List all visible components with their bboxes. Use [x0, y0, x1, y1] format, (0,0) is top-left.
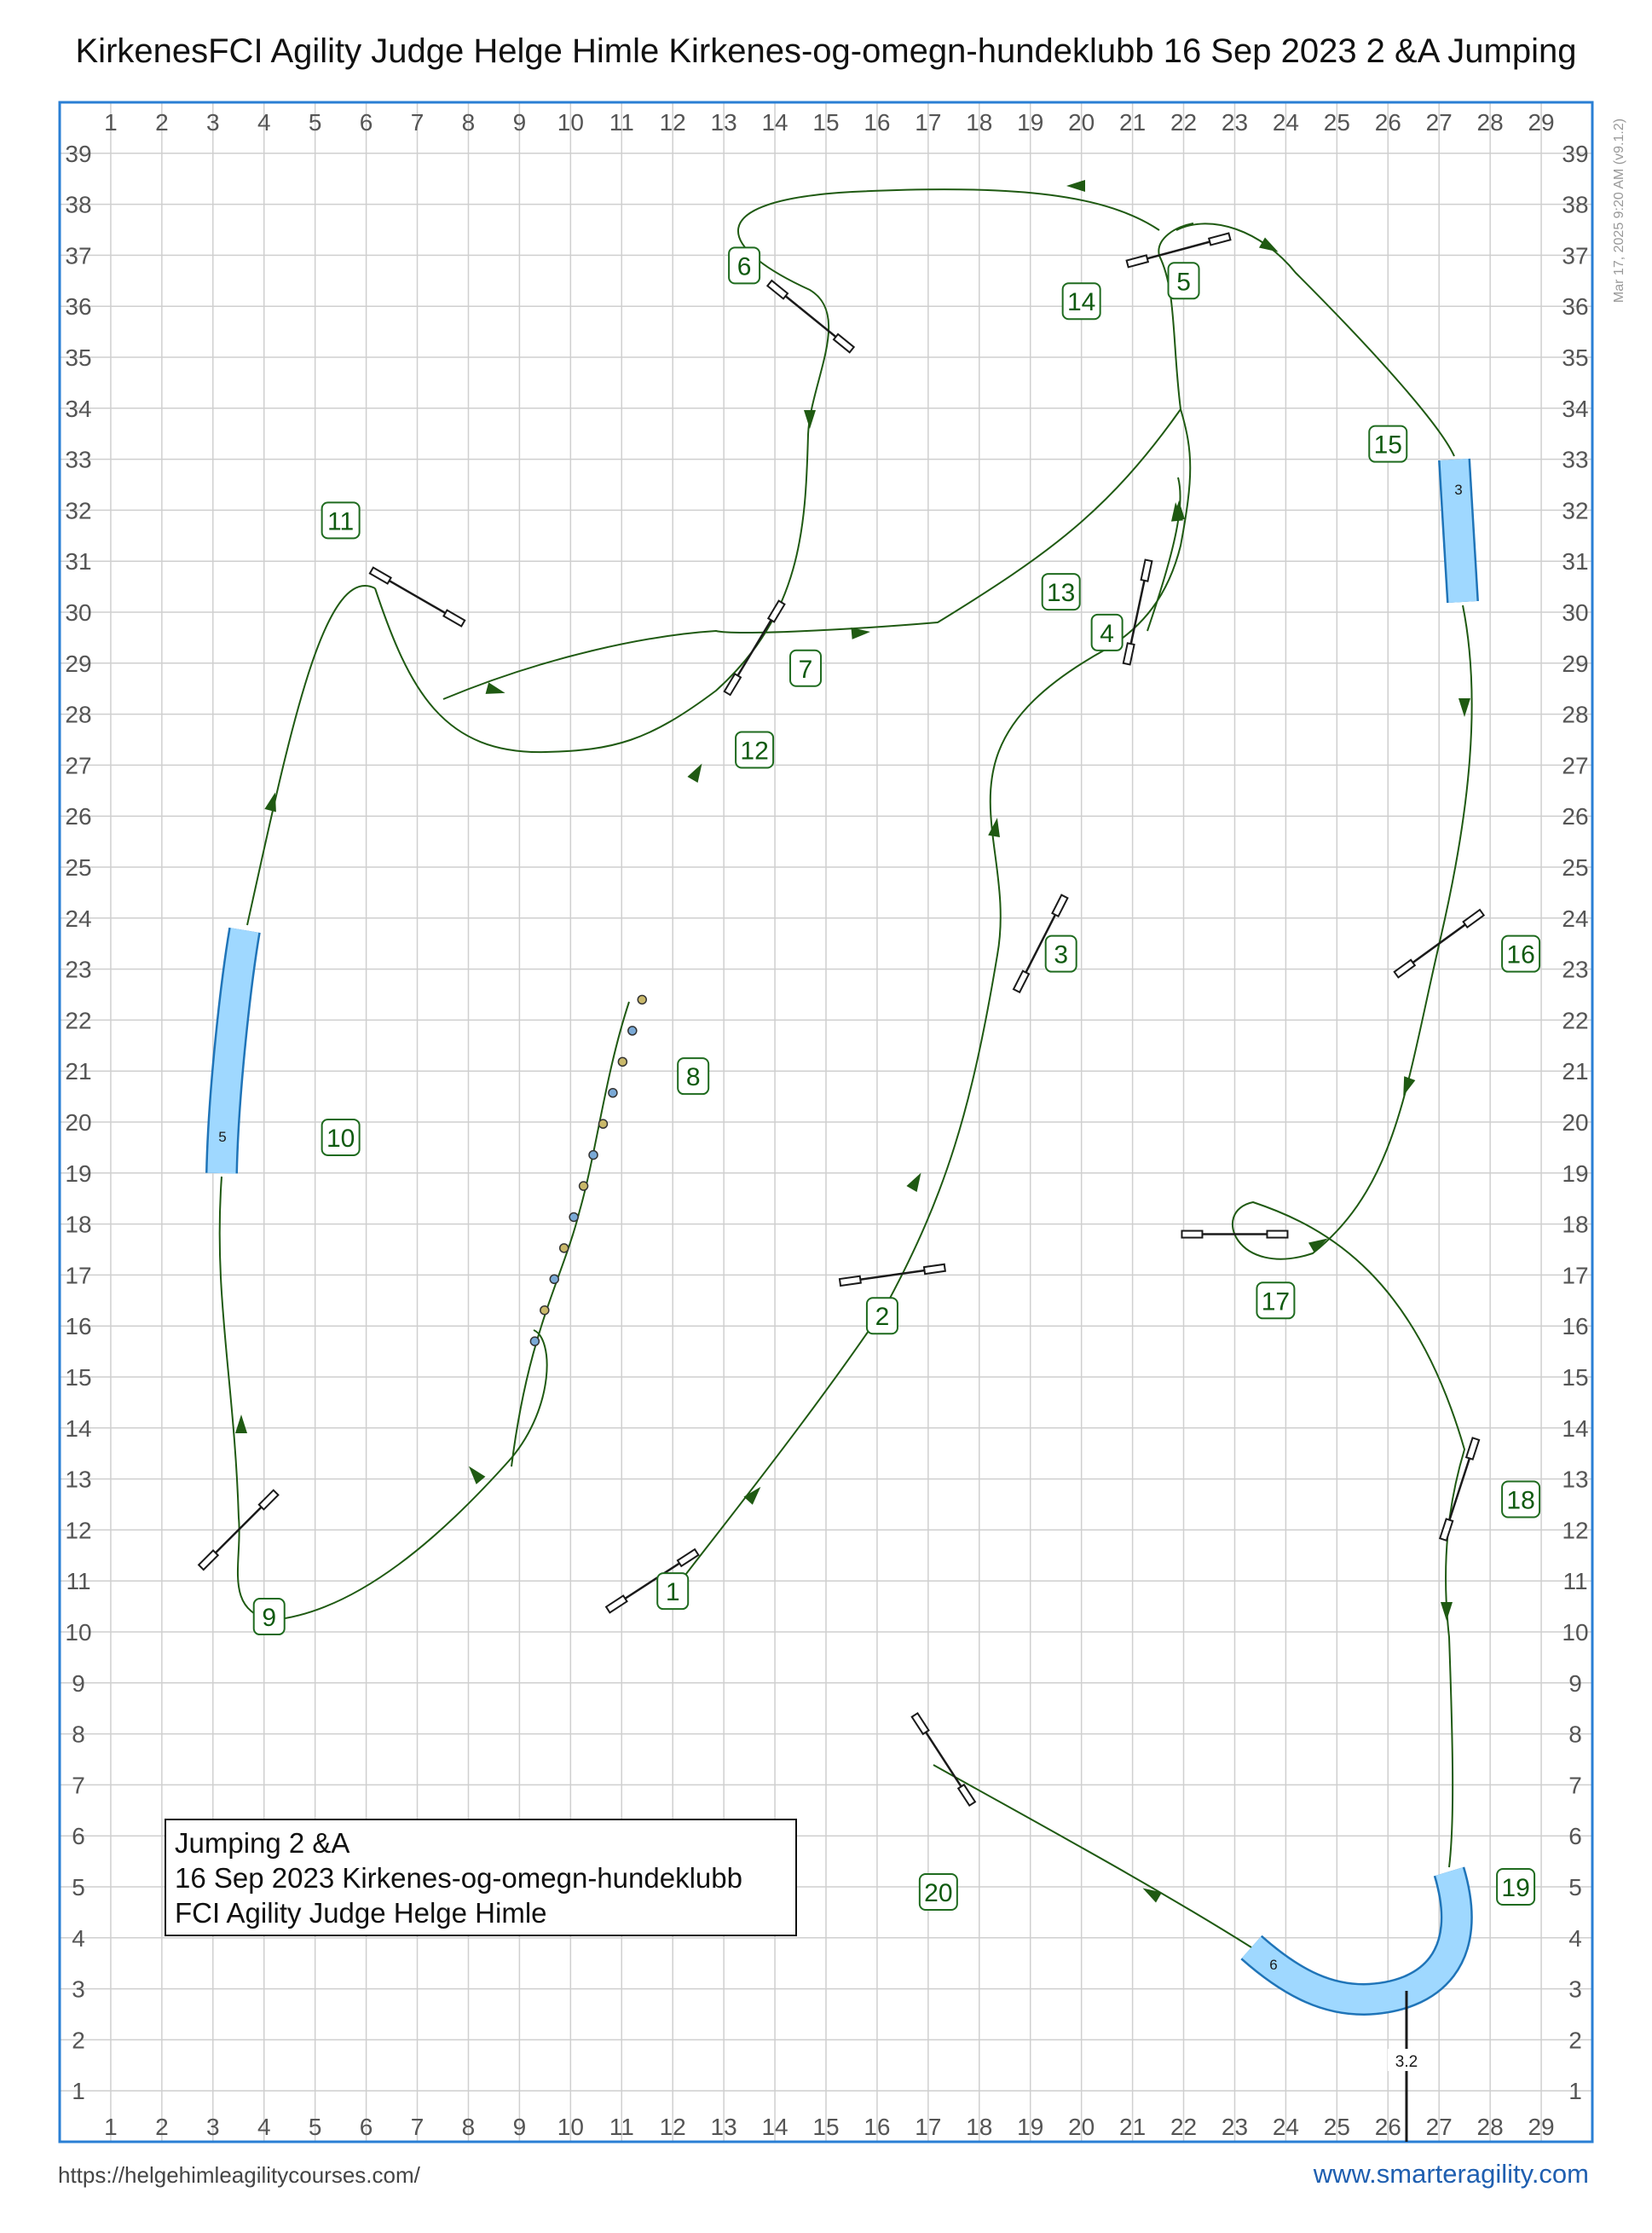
tunnel-3-number: 3	[1454, 482, 1463, 498]
y-tick-label-left: 35	[65, 344, 92, 371]
x-tick-label-top: 18	[966, 109, 993, 136]
jump-20	[912, 1713, 975, 1805]
x-tick-label-bottom: 18	[966, 2114, 993, 2140]
x-tick-label-bottom: 25	[1323, 2114, 1350, 2140]
obstacle-number-11: 11	[327, 507, 355, 536]
path-arrow-icon	[235, 1414, 247, 1433]
path-arrow-icon	[1441, 1602, 1453, 1621]
x-tick-label-bottom: 27	[1425, 2114, 1453, 2140]
x-tick-label-top: 6	[359, 109, 373, 136]
x-tick-label-bottom: 15	[812, 2114, 840, 2140]
x-tick-label-bottom: 8	[461, 2114, 476, 2140]
weave-pole	[540, 1306, 549, 1315]
info-course-class: Jumping 2 &A	[175, 1827, 350, 1859]
path-arrow-icon	[465, 1462, 486, 1484]
y-tick-label-right: 31	[1562, 548, 1589, 576]
x-tick-label-top: 17	[915, 109, 942, 136]
x-tick-label-bottom: 26	[1374, 2114, 1401, 2140]
x-tick-label-top: 5	[308, 109, 322, 136]
y-tick-label-right: 5	[1568, 1874, 1582, 1900]
jump-wing-left	[1014, 971, 1029, 992]
x-tick-label-bottom: 10	[557, 2114, 584, 2140]
y-tick-label-left: 29	[65, 650, 92, 677]
y-tick-label-right: 33	[1562, 446, 1589, 473]
jump-wing-left	[767, 281, 788, 298]
path-arrow-icon	[1140, 1883, 1162, 1902]
y-tick-label-right: 24	[1562, 905, 1589, 932]
y-tick-label-left: 6	[72, 1823, 85, 1850]
y-tick-label-right: 22	[1562, 1007, 1589, 1034]
path-arrow-icon	[804, 410, 816, 429]
y-tick-label-left: 5	[72, 1874, 85, 1900]
y-tick-label-right: 25	[1562, 854, 1589, 881]
x-tick-label-bottom: 14	[761, 2114, 788, 2140]
jump-wing-right	[1209, 234, 1230, 246]
x-tick-label-bottom: 13	[710, 2114, 737, 2140]
jump-wing-right	[1464, 910, 1484, 928]
path-segment	[220, 1177, 547, 1620]
path-segment	[1176, 223, 1454, 456]
y-tick-label-left: 1	[72, 2078, 85, 2105]
x-tick-label-top: 2	[155, 109, 169, 136]
y-tick-label-left: 17	[65, 1262, 92, 1289]
y-tick-label-left: 15	[65, 1364, 92, 1391]
weave-pole	[550, 1275, 558, 1283]
y-tick-label-left: 26	[65, 803, 92, 830]
weave-poles	[530, 995, 646, 1345]
obstacle-number-19: 19	[1501, 1874, 1530, 1902]
x-tick-label-top: 8	[461, 109, 476, 136]
x-tick-label-bottom: 12	[659, 2114, 686, 2140]
y-tick-label-right: 27	[1562, 752, 1589, 779]
y-tick-label-right: 8	[1568, 1721, 1582, 1748]
y-tick-label-right: 2	[1568, 2027, 1582, 2054]
x-tick-label-bottom: 28	[1476, 2114, 1504, 2140]
y-tick-label-right: 29	[1562, 650, 1589, 677]
jump-wing-left	[1181, 1231, 1202, 1238]
y-tick-label-left: 36	[65, 293, 92, 321]
jump-7	[725, 601, 785, 695]
x-tick-label-top: 7	[410, 109, 425, 136]
obstacle-number-1: 1	[665, 1578, 680, 1607]
jump-wing-left	[725, 674, 741, 695]
tunnels	[218, 460, 1463, 1999]
x-tick-label-bottom: 5	[308, 2114, 322, 2140]
x-tick-label-bottom: 11	[609, 2114, 634, 2140]
path-arrow-icon	[687, 761, 707, 783]
obstacle-number-10: 10	[326, 1124, 355, 1153]
y-tick-label-right: 11	[1562, 1568, 1588, 1595]
x-tick-label-top: 19	[1017, 109, 1044, 136]
y-tick-label-right: 23	[1562, 956, 1589, 983]
y-tick-label-left: 28	[65, 701, 92, 728]
x-tick-label-bottom: 22	[1170, 2114, 1198, 2140]
tunnel-6-body	[1251, 1871, 1457, 1999]
weave-pole	[560, 1244, 569, 1252]
jump-wing-right	[1466, 1438, 1479, 1459]
path-arrow-icon	[264, 791, 280, 813]
jump-wing-left	[1127, 255, 1148, 267]
x-tick-label-top: 24	[1272, 109, 1299, 136]
x-tick-label-bottom: 6	[359, 2114, 373, 2140]
y-tick-label-right: 34	[1562, 395, 1589, 422]
x-tick-label-top: 27	[1425, 109, 1453, 136]
path-arrow-icon	[1398, 1076, 1416, 1097]
weave-pole	[569, 1212, 578, 1221]
jump-wing-right	[1141, 560, 1152, 581]
y-tick-label-right: 32	[1562, 497, 1589, 524]
y-tick-label-right: 16	[1562, 1313, 1589, 1340]
jump-wing-left	[370, 568, 391, 584]
tunnel-5-number: 5	[218, 1129, 227, 1145]
version-stamp: Mar 17, 2025 9:20 AM (v9.1.2)	[1612, 118, 1626, 304]
path-arrow-icon	[1308, 1233, 1331, 1252]
x-tick-label-top: 14	[761, 109, 788, 136]
obstacle-number-16: 16	[1506, 940, 1535, 969]
y-tick-label-left: 10	[65, 1619, 92, 1646]
x-tick-label-top: 20	[1068, 109, 1095, 136]
y-tick-label-left: 27	[65, 752, 92, 779]
y-tick-label-right: 3	[1568, 1976, 1582, 2003]
obstacle-number-3: 3	[1054, 940, 1069, 969]
weave-pole	[589, 1151, 598, 1160]
weave-pole	[530, 1337, 539, 1345]
obstacle-number-7: 7	[798, 655, 813, 684]
path-arrow-icon	[1066, 180, 1085, 192]
x-tick-label-bottom: 20	[1068, 2114, 1095, 2140]
y-tick-label-right: 9	[1568, 1669, 1582, 1697]
y-tick-label-right: 1	[1568, 2078, 1582, 2105]
y-tick-label-left: 25	[65, 854, 92, 881]
y-tick-label-left: 12	[65, 1517, 92, 1544]
x-tick-label-bottom: 1	[104, 2114, 118, 2140]
info-judge: FCI Agility Judge Helge Himle	[175, 1897, 547, 1929]
x-tick-label-bottom: 7	[410, 2114, 425, 2140]
weave-pole	[609, 1089, 617, 1097]
footer-brand-link[interactable]: www.smarteragility.com	[1313, 2159, 1589, 2189]
y-tick-label-left: 7	[72, 1772, 85, 1799]
jump-wing-left	[912, 1713, 929, 1733]
weave-pole	[628, 1027, 637, 1035]
y-tick-label-right: 4	[1568, 1924, 1582, 1952]
y-tick-label-right: 30	[1562, 599, 1589, 626]
y-tick-label-right: 6	[1568, 1823, 1582, 1850]
obstacle-number-4: 4	[1100, 619, 1114, 648]
x-tick-label-bottom: 3	[206, 2114, 220, 2140]
obstacle-number-15: 15	[1373, 431, 1402, 460]
obstacle-number-12: 12	[740, 737, 769, 766]
weave-pole	[618, 1057, 627, 1066]
path-segment	[375, 435, 808, 752]
x-tick-label-top: 23	[1221, 109, 1249, 136]
obstacle-numbers	[254, 247, 1539, 1910]
jump-wing-right	[1267, 1231, 1287, 1238]
y-tick-label-left: 23	[65, 956, 92, 983]
y-tick-label-left: 11	[66, 1568, 91, 1595]
x-tick-label-bottom: 17	[915, 2114, 942, 2140]
obstacle-number-9: 9	[262, 1604, 277, 1633]
y-tick-label-left: 13	[65, 1466, 92, 1493]
y-tick-label-left: 24	[65, 905, 92, 932]
info-date-club: 16 Sep 2023 Kirkenes-og-omegn-hundeklubb	[175, 1862, 742, 1894]
y-tick-label-right: 37	[1562, 242, 1589, 269]
x-tick-label-bottom: 16	[864, 2114, 891, 2140]
x-tick-label-bottom: 21	[1119, 2114, 1147, 2140]
x-tick-label-bottom: 2	[155, 2114, 169, 2140]
course-info-box	[165, 1819, 797, 1936]
jump-18	[1440, 1438, 1479, 1540]
y-tick-label-right: 17	[1562, 1262, 1589, 1289]
y-tick-label-left: 4	[72, 1924, 85, 1952]
x-tick-label-bottom: 24	[1272, 2114, 1299, 2140]
y-tick-label-left: 20	[65, 1109, 92, 1136]
footer-website-link[interactable]: https://helgehimleagilitycourses.com/	[58, 2162, 420, 2188]
path-segment	[680, 648, 1108, 1582]
x-tick-label-top: 13	[710, 109, 737, 136]
y-tick-label-left: 19	[65, 1160, 92, 1187]
x-tick-label-bottom: 23	[1221, 2114, 1249, 2140]
y-tick-label-left: 18	[65, 1211, 92, 1238]
y-tick-label-left: 34	[65, 395, 92, 422]
y-tick-label-left: 39	[65, 140, 92, 167]
y-tick-label-right: 21	[1562, 1058, 1589, 1085]
jump-wing-right	[768, 601, 784, 622]
y-tick-label-left: 22	[65, 1007, 92, 1034]
jump-wing-right	[1052, 895, 1067, 917]
x-tick-label-top: 16	[864, 109, 891, 136]
y-tick-label-left: 14	[65, 1414, 92, 1442]
x-tick-label-top: 11	[609, 109, 634, 136]
obstacle-number-8: 8	[685, 1063, 701, 1092]
y-tick-label-right: 12	[1562, 1517, 1589, 1544]
y-tick-label-right: 13	[1562, 1466, 1589, 1493]
y-tick-label-right: 28	[1562, 701, 1589, 728]
obstacle-number-5: 5	[1176, 268, 1191, 297]
y-tick-label-left: 32	[65, 497, 92, 524]
y-tick-label-right: 14	[1562, 1414, 1589, 1442]
x-tick-label-top: 10	[557, 109, 584, 136]
y-tick-label-left: 9	[72, 1669, 85, 1697]
x-tick-label-top: 26	[1374, 109, 1401, 136]
y-tick-label-right: 35	[1562, 344, 1589, 371]
jump-wing-left	[199, 1550, 218, 1570]
jump-wing-left	[840, 1276, 861, 1286]
x-tick-label-bottom: 29	[1528, 2114, 1555, 2140]
y-tick-label-right: 26	[1562, 803, 1589, 830]
jump-wing-right	[958, 1785, 975, 1805]
obstacle-number-20: 20	[924, 1878, 953, 1907]
jump-wing-right	[259, 1490, 279, 1510]
x-tick-label-bottom: 9	[512, 2114, 527, 2140]
x-tick-label-top: 12	[659, 109, 686, 136]
y-tick-label-left: 2	[72, 2027, 85, 2054]
y-tick-label-left: 16	[65, 1313, 92, 1340]
y-tick-label-left: 30	[65, 599, 92, 626]
obstacle-number-2: 2	[875, 1303, 890, 1332]
y-tick-label-left: 3	[72, 1976, 85, 2003]
obstacle-number-6: 6	[736, 252, 752, 281]
y-tick-label-right: 36	[1562, 293, 1589, 321]
weave-pole	[598, 1119, 607, 1128]
x-tick-label-top: 29	[1528, 109, 1555, 136]
x-tick-label-bottom: 19	[1017, 2114, 1044, 2140]
jump-wing-left	[606, 1596, 627, 1613]
path-arrow-icon	[486, 682, 507, 698]
path-segment	[247, 586, 375, 925]
y-tick-label-right: 19	[1562, 1160, 1589, 1187]
y-tick-label-left: 8	[72, 1721, 85, 1748]
y-tick-label-right: 20	[1562, 1109, 1589, 1136]
x-tick-label-top: 28	[1476, 109, 1504, 136]
y-tick-label-left: 33	[65, 446, 92, 473]
x-tick-label-top: 21	[1119, 109, 1147, 136]
weave-pole	[638, 995, 646, 1004]
y-tick-label-right: 39	[1562, 140, 1589, 167]
y-tick-label-left: 37	[65, 242, 92, 269]
marker-label: 3.2	[1395, 2053, 1418, 2071]
y-tick-label-left: 21	[65, 1058, 92, 1085]
y-tick-label-right: 38	[1562, 191, 1589, 218]
x-tick-label-top: 15	[812, 109, 840, 136]
weave-pole	[580, 1182, 588, 1190]
x-tick-label-top: 1	[104, 109, 118, 136]
x-tick-label-top: 3	[206, 109, 220, 136]
jump-wing-right	[678, 1549, 698, 1566]
x-tick-label-top: 4	[257, 109, 271, 136]
obstacle-number-14: 14	[1066, 288, 1096, 317]
y-tick-label-left: 38	[65, 191, 92, 218]
y-tick-label-right: 15	[1562, 1364, 1589, 1391]
jump-wing-left	[1395, 960, 1415, 978]
y-tick-label-right: 7	[1568, 1772, 1582, 1799]
tunnel-6-number: 6	[1269, 1957, 1278, 1973]
obstacle-number-13: 13	[1047, 579, 1076, 608]
y-tick-label-right: 18	[1562, 1211, 1589, 1238]
x-tick-label-bottom: 4	[257, 2114, 271, 2140]
y-tick-label-left: 31	[65, 548, 92, 576]
x-tick-label-top: 25	[1323, 109, 1350, 136]
x-tick-label-top: 9	[512, 109, 527, 136]
jump-wing-right	[924, 1264, 945, 1274]
path-segment	[933, 1765, 1251, 1947]
x-tick-label-top: 22	[1170, 109, 1198, 136]
obstacle-number-18: 18	[1506, 1486, 1535, 1515]
page-title: KirkenesFCI Agility Judge Helge Himle Kirkenes-og-omegn-hundeklubb 16 Sep 2023 2 &A Jumping	[75, 32, 1577, 70]
y-tick-label-right: 10	[1562, 1619, 1589, 1646]
jump-wing-right	[834, 334, 854, 352]
obstacle-number-17: 17	[1261, 1287, 1291, 1316]
